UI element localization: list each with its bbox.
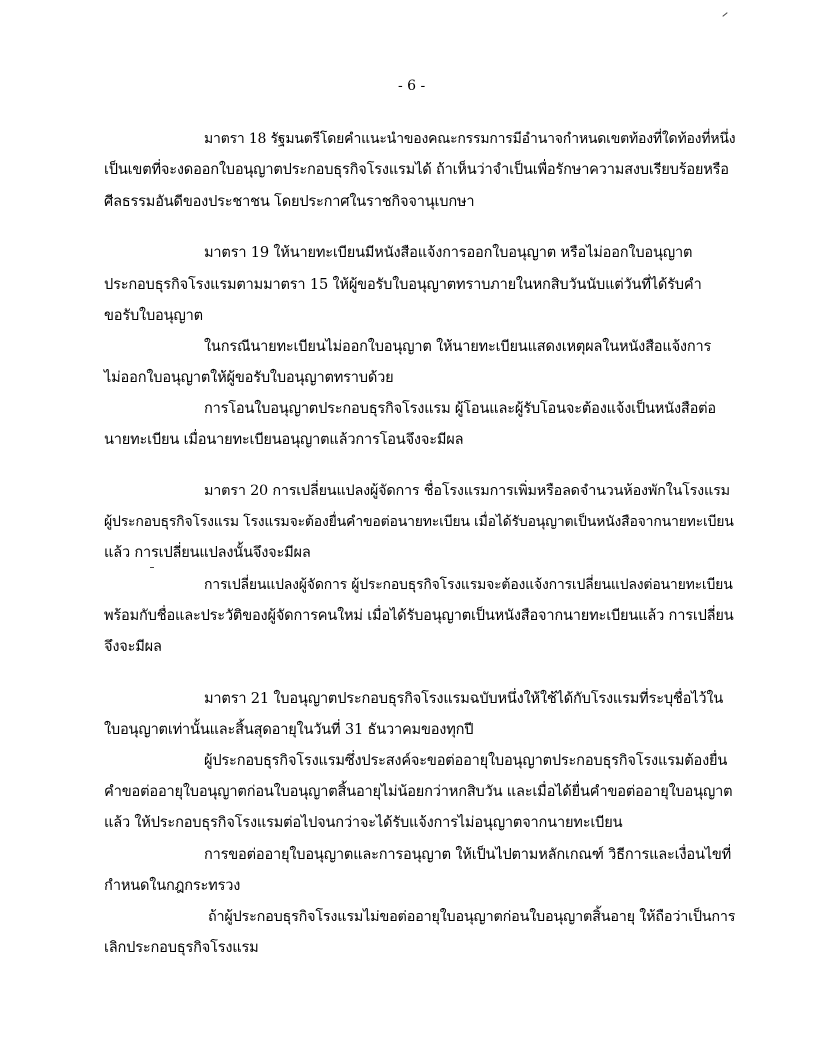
page-number: - 6 - <box>398 78 426 94</box>
section-20-line-3: แล้ว การเปลี่ยนแปลงนั้นจึงจะมีผล <box>104 544 311 561</box>
section-20-line-5: พร้อมกับชื่อและประวัติของผู้จัดการคนใหม่ เมื่อได้รับอนุญาตเป็นหนังสือจากนายทะเบียนแล้ว การเปลี่ยน <box>104 607 734 624</box>
section-21-line-1: มาตรา 21 ใบอนุญาตประกอบธุรกิจโรงแรมฉบับหนึ่งให้ใช้ได้กับโรงแรมที่ระบุชื่อไว้ใน <box>204 690 724 707</box>
section-19-line-4: ในกรณีนายทะเบียนไม่ออกใบอนุญาต ให้นายทะเบียนแสดงเหตุผลในหนังสือแจ้งการ <box>204 338 712 355</box>
section-21-line-8: ถ้าผู้ประกอบธุรกิจโรงแรมไม่ขอต่ออายุใบอนุญาตก่อนใบอนุญาตสิ้นอายุ ให้ถือว่าเป็นการ <box>208 909 736 925</box>
section-21-line-2: ใบอนุญาตเท่านั้นและสิ้นสุดอายุในวันที่ 31 ธันวาคมของทุกปี <box>104 721 474 738</box>
section-20-line-6: จึงจะมีผล <box>104 638 162 655</box>
section-21-line-3: ผู้ประกอบธุรกิจโรงแรมซึ่งประสงค์จะขอต่ออายุใบอนุญาตประกอบธุรกิจโรงแรมต้องยื่น <box>204 752 728 769</box>
section-19-line-3: ขอรับใบอนุญาต <box>104 307 203 324</box>
section-18-line-3: ศีลธรรมอันดีของประชาชน โดยประกาศในราชกิจจานุเบกษา <box>104 193 475 210</box>
section-19-line-5: ไม่ออกใบอนุญาตให้ผู้ขอรับใบอนุญาตทราบด้วย <box>104 369 394 386</box>
section-21-line-6: การขอต่ออายุใบอนุญาตและการอนุญาต ให้เป็นไปตามหลักเกณฑ์ วิธีการและเงื่อนไขที่ <box>204 846 732 863</box>
section-18-line-2: เป็นเขตที่จะงดออกใบอนุญาตประกอบธุรกิจโรงแรมได้ ถ้าเห็นว่าจำเป็นเพื่อรักษาความสงบเรียบร้อยหรือ <box>104 161 729 178</box>
scan-speck <box>722 12 727 17</box>
section-19-line-1: มาตรา 19 ให้นายทะเบียนมีหนังสือแจ้งการออกใบอนุญาต หรือไม่ออกใบอนุญาต <box>204 244 693 261</box>
section-20-line-1: มาตรา 20 การเปลี่ยนแปลงผู้จัดการ ชื่อโรงแรมการเพิ่มหรือลดจำนวนห้องพักในโรงแรม <box>204 483 730 499</box>
section-19-line-2: ประกอบธุรกิจโรงแรมตามมาตรา 15 ให้ผู้ขอรับใบอนุญาตทราบภายในหกสิบวันนับแต่วันที่ได้รับคำ <box>104 276 702 293</box>
section-21-line-9: เลิกประกอบธุรกิจโรงแรม <box>104 939 259 956</box>
scan-speck <box>150 567 154 568</box>
section-20-line-4: การเปลี่ยนแปลงผู้จัดการ ผู้ประกอบธุรกิจโรงแรมจะต้องแจ้งการเปลี่ยนแปลงต่อนายทะเบียน <box>204 577 733 593</box>
section-19-line-6: การโอนใบอนุญาตประกอบธุรกิจโรงแรม ผู้โอนและผู้รับโอนจะต้องแจ้งเป็นหนังสือต่อ <box>204 400 716 417</box>
section-18-line-1: มาตรา 18 รัฐมนตรีโดยคำแนะนำของคณะกรรมการมีอำนาจกำหนดเขตท้องที่ใดท้องที่หนึ่ง <box>204 131 736 147</box>
section-21-line-7: กำหนดในกฎกระทรวง <box>104 877 241 894</box>
section-20-line-2: ผู้ประกอบธุรกิจโรงแรม โรงแรมจะต้องยื่นคำขอต่อนายทะเบียน เมื่อได้รับอนุญาตเป็นหนังสือจากนายทะเบียน <box>104 514 734 530</box>
section-19-line-7: นายทะเบียน เมื่อนายทะเบียนอนุญาตแล้วการโอนจึงจะมีผล <box>104 431 464 448</box>
section-21-line-5: แล้ว ให้ประกอบธุรกิจโรงแรมต่อไปจนกว่าจะได้รับแจ้งการไม่อนุญาตจากนายทะเบียน <box>104 814 623 831</box>
section-21-line-4: คำขอต่ออายุใบอนุญาตก่อนใบอนุญาตสิ้นอายุไม่น้อยกว่าหกสิบวัน และเมื่อได้ยื่นคำขอต่ออายุใบอนุญาต <box>104 783 733 800</box>
